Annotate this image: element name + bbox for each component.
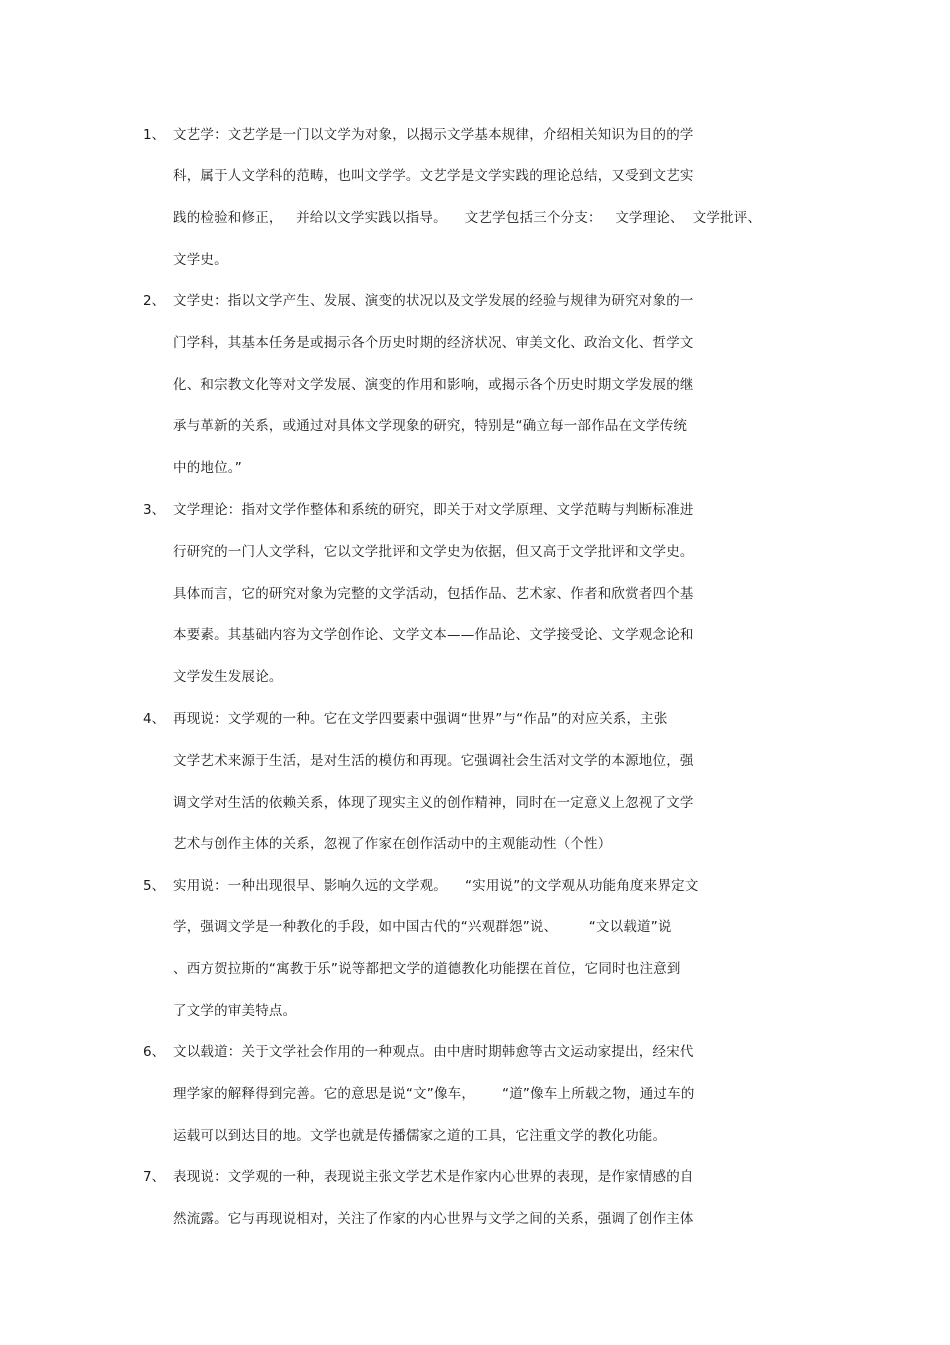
entry-line: 具体而言，它的研究对象为完整的文学活动，包括作品、艺术家、作者和欣赏者四个基 xyxy=(173,586,694,602)
entry-line: 学，强调文学是一种教化的手段，如中国古代的“兴观群怨”说、 “文以载道”说 xyxy=(173,919,672,935)
entry-line: 化、和宗教文化等对文学发展、演变的作用和影响，或揭示各个历史时期文学发展的继 xyxy=(173,377,694,393)
entry-line: 表现说：文学观的一种，表现说主张文学艺术是作家内心世界的表现，是作家情感的自 xyxy=(173,1169,694,1185)
entry-line: 文学艺术来源于生活，是对生活的模仿和再现。它强调社会生活对文学的本源地位，强 xyxy=(173,753,694,769)
entry-line: 文学史。 xyxy=(173,252,228,268)
entry-number: 1、 xyxy=(143,127,166,143)
entry-line: 科，属于人文学科的范畴，也叫文学学。文艺学是文学实践的理论总结，又受到文艺实 xyxy=(173,168,694,184)
entry-line: 文学理论：指对文学作整体和系统的研究，即关于对文学原理、文学范畴与判断标准进 xyxy=(173,502,694,518)
entry-line: 艺术与创作主体的关系，忽视了作家在创作活动中的主观能动性（个性） xyxy=(173,836,612,852)
entry-number: 6、 xyxy=(143,1044,166,1060)
entry-line: 了文学的审美特点。 xyxy=(173,1003,297,1019)
entry-line: 承与革新的关系，或通过对具体文学现象的研究，特别是“确立每一部作品在文学传统 xyxy=(173,418,688,434)
entry-number: 5、 xyxy=(143,878,166,894)
entry-number: 7、 xyxy=(143,1169,166,1185)
entry-line: 然流露。它与再现说相对，关注了作家的内心世界与文学之间的关系，强调了创作主体 xyxy=(173,1211,694,1227)
entry-line: 文学史：指以文学产生、发展、演变的状况以及文学发展的经验与规律为研究对象的一 xyxy=(173,293,694,309)
entry-line: 文艺学：文艺学是一门以文学为对象，以揭示文学基本规律，介绍相关知识为目的的学 xyxy=(173,127,694,143)
entry-number: 2、 xyxy=(143,293,166,309)
entry-line: 调文学对生活的依赖关系，体现了现实主义的创作精神，同时在一定意义上忽视了文学 xyxy=(173,795,694,811)
entry-line: 文以载道：关于文学社会作用的一种观点。由中唐时期韩愈等古文运动家提出，经宋代 xyxy=(173,1044,694,1060)
entry-line: 实用说：一种出现很早、影响久远的文学观。 “实用说”的文学观从功能角度来界定文 xyxy=(173,878,699,894)
entry-line: 门学科，其基本任务是或揭示各个历史时期的经济状况、审美文化、政治文化、哲学文 xyxy=(173,335,694,351)
entry-line: 文学发生发展论。 xyxy=(173,669,283,685)
entry-line: 行研究的一门人文学科，它以文学批评和文学史为依据，但又高于文学批评和文学史。 xyxy=(173,544,694,560)
entry-number: 3、 xyxy=(143,502,166,518)
entry-number: 4、 xyxy=(143,711,166,727)
entry-line: 本要素。其基础内容为文学创作论、文学文本——作品论、文学接受论、文学观念论和 xyxy=(173,627,694,643)
entry-line: 运载可以到达目的地。文学也就是传播儒家之道的工具，它注重文学的教化功能。 xyxy=(173,1128,667,1144)
entry-line: 践的检验和修正， 并给以文学实践以指导。 文艺学包括三个分支： 文学理论、 文学批评、 xyxy=(173,210,762,226)
entry-line: 中的地位。” xyxy=(173,460,242,476)
entry-line: 再现说：文学观的一种。它在文学四要素中强调“世界”与“作品”的对应关系，主张 xyxy=(173,711,668,727)
entry-line: 理学家的解释得到完善。它的意思是说“文”像车， “道”像车上所载之物，通过车的 xyxy=(173,1086,695,1102)
entry-line: 、西方贺拉斯的“寓教于乐”说等都把文学的道德教化功能摆在首位，它同时也注意到 xyxy=(173,961,681,977)
